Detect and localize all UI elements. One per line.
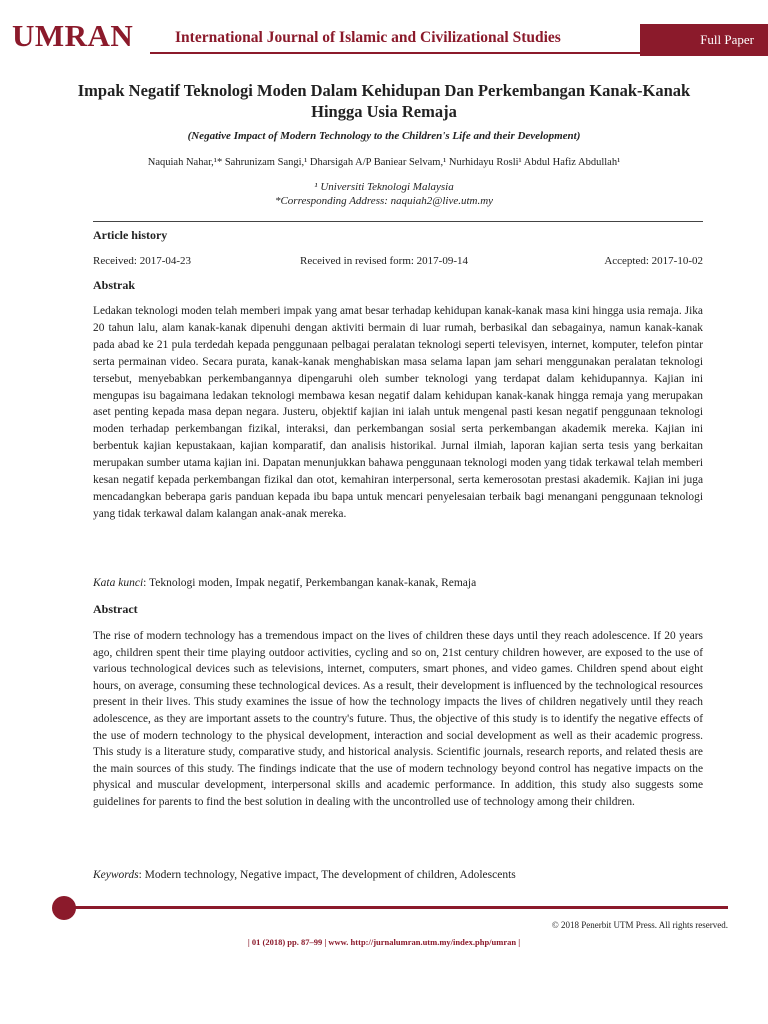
- footer-dot: [52, 896, 76, 920]
- corresponding-address: *Corresponding Address: naquiah2@live.utm.my: [274, 195, 494, 207]
- abstrak-heading: Abstrak: [93, 278, 136, 292]
- keywords: Keywords: Modern technology, Negative impact, The development of children, Adolescents: [93, 869, 516, 881]
- author-list: Naquiah Nahar,¹* Sahrunizam Sangi,¹ Dharsigah A/P Baniear Selvam,¹ Nurhidayu Rosli¹ Abdul Hafiz Abdullah¹: [147, 157, 621, 168]
- full-paper-badge: Full Paper: [640, 24, 768, 56]
- revised-date: Received in revised form: 2017-09-14: [300, 255, 469, 267]
- abstrak-body: Ledakan teknologi moden telah memberi impak yang amat besar terhadap kehidupan kanak-kanak masa kini hingga usia remaja. Jika 20 tahun lalu, alam kanak-kanak dipenuhi dengan aktiviti bermain di luar rumah, berbasikal dan sebagainya, namun kanak-kanak pada abad ke 21 pula terdedah kepada penggunaan pelbagai peralatan teknologi seperti televisyen, internet, komputer, telefon pintar serta permainan video. Secara purata, kanak-kanak menghabiskan masa selama lapan jam sehari menggunakan peralatan teknologi tersebut, menyebabkan perkembangannya dipengaruhi oleh sumber teknologi yang terdapat dalam kehidupannya. Kajian ini mengupas isu bagaimana ledakan teknologi membawa kesan negatif dalam kehidupan kanak-kanak hingga remaja yang merupakan aset penting kepada masa depan negara. Justeru, objektif kajian ini ialah untuk mengenal pasti kesan negatif penggunaan teknologi moden terhadap perkembangan fizikal, interaksi, dan perkembangan sosial serta perkembangan akademik mereka. Kajian ini berbentuk kajian kepustakaan, kajian komparatif, dan analisis historikal. Jurnal ilmiah, laporan kajian serta tesis yang berkaitan merupakan sumber utama kajian ini. Dapatan menunjukkan bahawa penggunaan teknologi moden yang tidak terkawal telah memberi kesan negatif kepada perkembangan fizikal dan otot, kemahiran interpersonal, serta kemerosotan prestasi akademik. Kajian ini juga mencadangkan beberapa garis panduan kepada ibu bapa untuk mencari penyelesaian terbaik bagi menangani penggunaan teknologi yang tidak terkawal dalam kalangan anak-anak mereka.: [93, 305, 703, 520]
- received-date: Received: 2017-04-23: [93, 255, 192, 267]
- keywords-label: Keywords: [93, 869, 139, 881]
- abstract-heading: Abstract: [93, 602, 138, 616]
- header-rule: [150, 52, 640, 54]
- citation-link[interactable]: | 01 (2018) pp. 87–99 | www. http://jurnalumran.utm.my/index.php/umran |: [247, 937, 521, 947]
- article-title: Impak Negatif Teknologi Moden Dalam Kehidupan Dan Perkembangan Kanak-Kanak Hingga Usia Remaja: [77, 81, 691, 121]
- article-subtitle: (Negative Impact of Modern Technology to the Children's Life and their Development): [187, 130, 581, 142]
- kata-kunci-label: Kata kunci: [93, 577, 144, 589]
- keywords-values: Modern technology, Negative impact, The development of children, Adolescents: [144, 869, 516, 881]
- kata-kunci: Kata kunci: Teknologi moden, Impak negatif, Perkembangan kanak-kanak, Remaja: [93, 577, 477, 589]
- abstract-body: The rise of modern technology has a tremendous impact on the lives of children these days until they reach adolescence. If 20 years ago, children spent their time playing outdoor activities, cycling and so on, 21st century children however, are exposed to the use of various technological devices such as televisions, internet, computers, smart phones, and video games. Children spend about eight hours, on average, consuming these technological devices. As a result, their development is influenced by the technological resources present in their lives. This study examines the issue of how the technology impacts the lives of children negatively until they reach adolescence, as they are important assets to the country's future. Thus, the objective of this study is to identify the negative effects of the use of modern technology to the physical development, interaction and social development as well as their academic progress. This study is a literature study, comparative study, and historical analysis. Scientific journals, research reports, and related thesis are the main sources of this study. The findings indicate that the use of modern technology beyond control has negative impacts on the physical and muscular development, interpersonal skills and academic performance. In addition, this study also suggests some guidelines for parents to find the best solution in dealing with the uncontrolled use of technology among their children.: [93, 630, 703, 808]
- footer-rule: [68, 906, 728, 909]
- affiliation: ¹ Universiti Teknologi Malaysia: [314, 181, 454, 193]
- journal-logo: UMRAN: [12, 18, 134, 53]
- kata-kunci-values: Teknologi moden, Impak negatif, Perkembangan kanak-kanak, Remaja: [149, 577, 477, 589]
- accepted-date: Accepted: 2017-10-02: [604, 255, 703, 267]
- history-rule: [93, 221, 703, 222]
- journal-title: International Journal of Islamic and Civilizational Studies: [175, 29, 561, 46]
- article-history-heading: Article history: [93, 228, 168, 242]
- copyright-notice: © 2018 Penerbit UTM Press. All rights reserved.: [551, 920, 728, 930]
